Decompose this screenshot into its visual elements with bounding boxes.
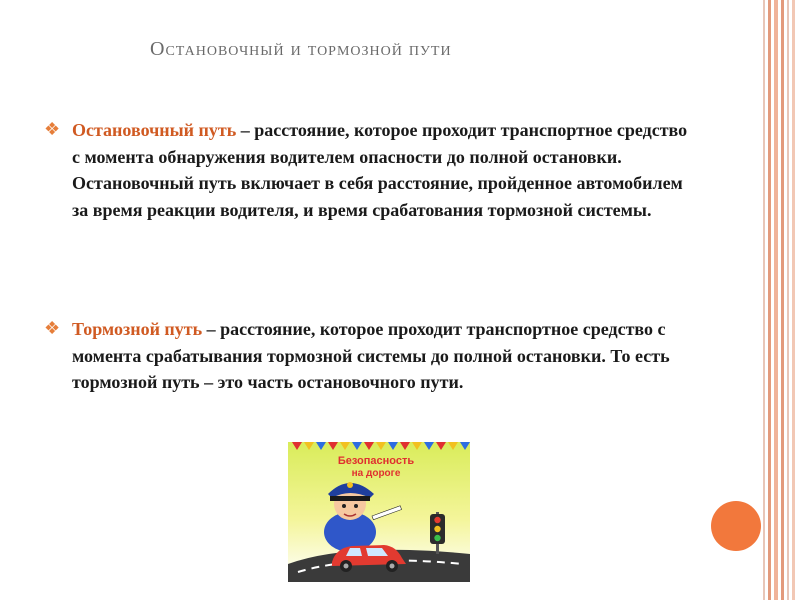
bullet-braking-distance — [44, 316, 694, 396]
bullet-text — [72, 316, 694, 396]
decorative-orange-circle — [711, 501, 761, 551]
bullet-definition: – расстояние, которое проходит транспортное средство с момента обнаружения водителем опасности до полной остановки. Остановочный путь включает в себя расстояние, пройденное автомобилем за время реакции водителя, и время срабатования тормозной системы. — [72, 120, 688, 220]
bullet-term: Тормозной путь — [72, 319, 203, 339]
border-stripe — [792, 0, 795, 600]
bullet-text — [72, 117, 694, 223]
border-stripe — [774, 0, 778, 600]
diamond-bullet-icon: ❖ — [44, 119, 61, 139]
border-stripe — [768, 0, 771, 600]
diamond-bullet-icon: ❖ — [44, 318, 61, 338]
poster-subtitle: на дороге — [351, 468, 401, 479]
border-stripe — [781, 0, 784, 600]
slide-title: Остановочный и тормозной пути — [150, 38, 452, 60]
road-safety-poster-image — [288, 442, 470, 582]
border-stripe — [787, 0, 789, 600]
bullet-stopping-distance — [44, 117, 694, 223]
road-safety-illustration — [288, 442, 470, 582]
poster-title: Безопасность — [337, 455, 415, 467]
bullet-definition: – расстояние, которое проходит транспортное средство с момента срабатывания тормозной системы до полной остановки. То есть тормозной путь – это часть остановочного пути. — [72, 319, 670, 392]
border-stripe — [763, 0, 765, 600]
bullet-term: Остановочный путь — [72, 120, 237, 140]
